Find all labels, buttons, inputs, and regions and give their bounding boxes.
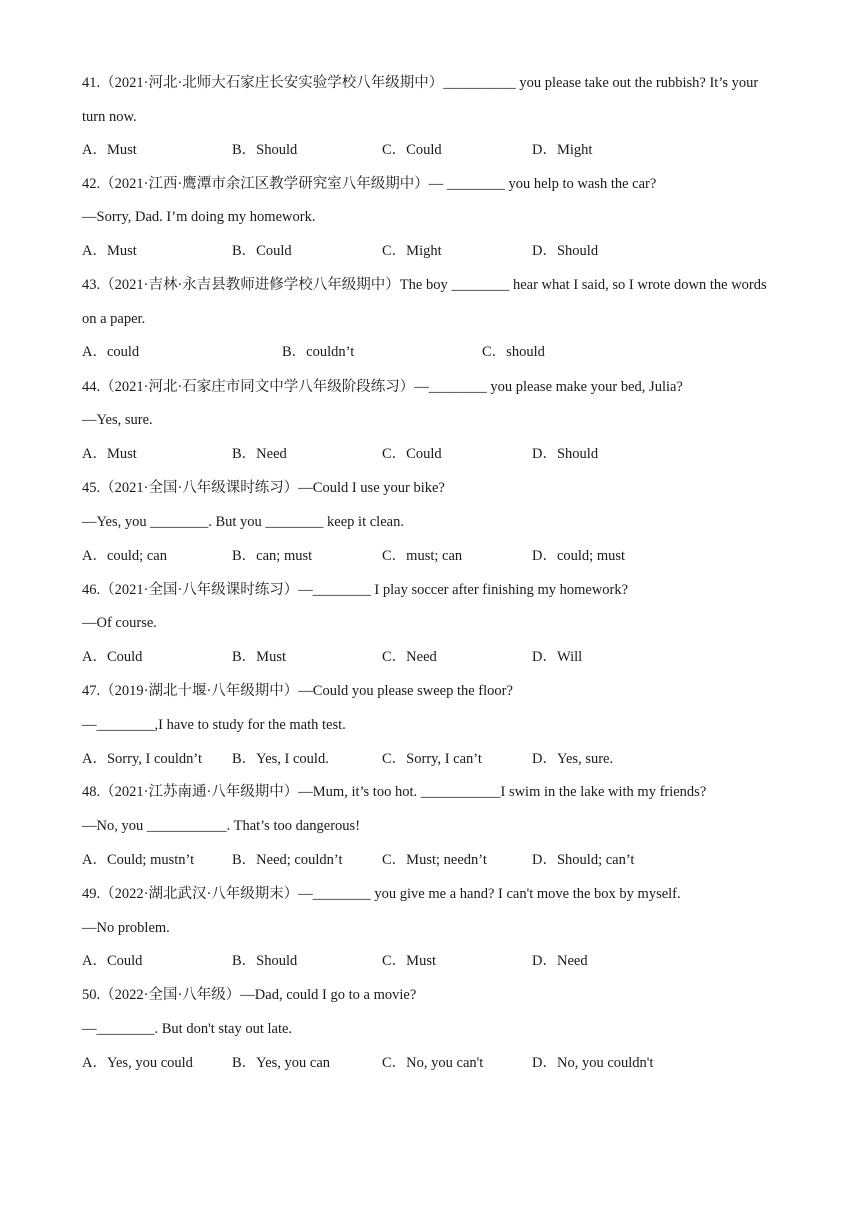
question-stem: 49.（2022·湖北武汉·八年级期末）—________ you give me a hand? I can't move the box by myself.	[82, 886, 681, 902]
question-reply: —Sorry, Dad. I’m doing my homework.	[82, 209, 316, 225]
option-a[interactable]: A．Could	[82, 649, 143, 665]
question-reply: —Yes, you ________. But you ________ keep it clean.	[82, 514, 404, 530]
question-stem: 46.（2021·全国·八年级课时练习）—________ I play soccer after finishing my homework?	[82, 582, 629, 598]
option-a[interactable]: A．Could	[82, 953, 143, 969]
question-stem: 50.（2022·全国·八年级）—Dad, could I go to a movie?	[82, 987, 417, 1003]
option-b[interactable]: B．couldn’t	[282, 344, 355, 360]
option-c[interactable]: C．Sorry, I can’t	[382, 751, 482, 767]
option-b[interactable]: B．can; must	[232, 548, 313, 564]
question-stem: 41.（2021·河北·北师大石家庄长安实验学校八年级期中）__________ you please take out the rubbish? It’s your turn now.	[82, 75, 759, 125]
option-b[interactable]: B．Need	[232, 446, 287, 462]
option-c[interactable]: C．Need	[382, 649, 437, 665]
option-d[interactable]: D．No, you couldn't	[532, 1055, 654, 1071]
question-stem: 43.（2021·吉林·永吉县教师进修学校八年级期中）The boy ________ hear what I said, so I wrote down the words on a paper.	[82, 277, 767, 327]
option-c[interactable]: C．Could	[382, 446, 442, 462]
option-d[interactable]: D．Should; can’t	[532, 852, 635, 868]
question-reply: —No, you ___________. That’s too dangerous!	[82, 818, 361, 834]
option-b[interactable]: B．Need; couldn’t	[232, 852, 343, 868]
option-a[interactable]: A．Must	[82, 142, 137, 158]
question-reply: —________,I have to study for the math test.	[82, 717, 346, 733]
option-c[interactable]: C．should	[482, 344, 545, 360]
option-a[interactable]: A．Must	[82, 446, 137, 462]
option-b[interactable]: B．Must	[232, 649, 286, 665]
option-a[interactable]: A．could; can	[82, 548, 167, 564]
option-b[interactable]: B．Should	[232, 953, 298, 969]
question-reply: —No problem.	[82, 920, 170, 936]
option-c[interactable]: C．Must	[382, 953, 436, 969]
option-d[interactable]: D．Will	[532, 649, 583, 665]
question-stem: 44.（2021·河北·石家庄市同文中学八年级阶段练习）—________ you please make your bed, Julia?	[82, 379, 683, 395]
option-b[interactable]: B．Should	[232, 142, 298, 158]
option-a[interactable]: A．Sorry, I couldn’t	[82, 751, 203, 767]
question-stem: 45.（2021·全国·八年级课时练习）—Could I use your bike?	[82, 480, 445, 496]
question-reply: —Of course.	[82, 615, 157, 631]
option-c[interactable]: C．Must; needn’t	[382, 852, 487, 868]
question-stem: 42.（2021·江西·鹰潭市余江区教学研究室八年级期中）— ________ you help to wash the car?	[82, 176, 657, 192]
option-c[interactable]: C．Might	[382, 243, 442, 259]
question-stem: 48.（2021·江苏南通·八年级期中）—Mum, it’s too hot. ___________I swim in the lake with my friends?	[82, 784, 707, 800]
option-d[interactable]: D．could; must	[532, 548, 626, 564]
option-d[interactable]: D．Need	[532, 953, 588, 969]
option-a[interactable]: A．Yes, you could	[82, 1055, 193, 1071]
option-b[interactable]: B．Yes, I could.	[232, 751, 329, 767]
option-b[interactable]: B．Yes, you can	[232, 1055, 331, 1071]
option-a[interactable]: A．Could; mustn’t	[82, 852, 195, 868]
question-stem: 47.（2019·湖北十堰·八年级期中）—Could you please sweep the floor?	[82, 683, 513, 699]
option-a[interactable]: A．Must	[82, 243, 137, 259]
option-b[interactable]: B．Could	[232, 243, 292, 259]
option-c[interactable]: C．No, you can't	[382, 1055, 484, 1071]
option-a[interactable]: A．could	[82, 344, 140, 360]
option-c[interactable]: C．must; can	[382, 548, 463, 564]
option-c[interactable]: C．Could	[382, 142, 442, 158]
option-d[interactable]: D．Should	[532, 243, 599, 259]
option-d[interactable]: D．Should	[532, 446, 599, 462]
option-d[interactable]: D．Might	[532, 142, 593, 158]
option-d[interactable]: D．Yes, sure.	[532, 751, 614, 767]
question-reply: —________. But don't stay out late.	[82, 1021, 293, 1037]
question-reply: —Yes, sure.	[82, 412, 153, 428]
